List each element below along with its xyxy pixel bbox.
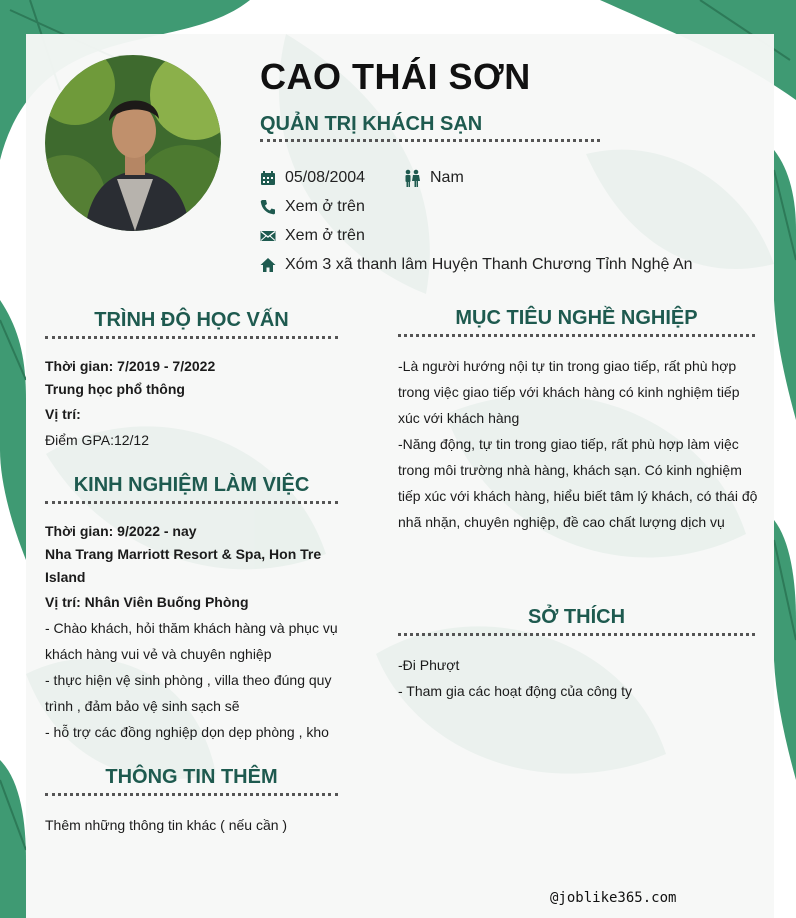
objective-divider (398, 334, 755, 337)
phone-row (260, 198, 365, 216)
birthdate-row (260, 169, 365, 187)
watermark-text: @joblike365.com (550, 890, 677, 906)
hobbies-divider (398, 633, 755, 636)
home-icon (260, 257, 276, 273)
objective-p1-line3: xúc với khách hàng (398, 410, 520, 426)
candidate-name: CAO THÁI SƠN (260, 56, 531, 97)
email-row (260, 227, 365, 245)
objective-p2-line2: trong môi trường nhà hàng, khách sạn. Có kinh nghiệm (398, 462, 742, 478)
extra-info-divider (45, 793, 338, 796)
calendar-icon (260, 170, 276, 186)
experience-duty2-line2: trình , đảm bảo vệ sinh sạch sẽ (45, 698, 240, 714)
education-divider (45, 336, 338, 339)
experience-duty2-line1: - thực hiện vệ sinh phòng , villa theo đúng quy (45, 672, 332, 688)
hobby-item-2: - Tham gia các hoạt động của công ty (398, 683, 632, 699)
phone-text: Xem ở trên (285, 198, 365, 215)
objective-p2-line4: nhã nhặn, chuyên nghiệp, đề cao chất lượng dịch vụ (398, 514, 725, 530)
education-period: Thời gian: 7/2019 - 7/2022 (45, 358, 216, 374)
gender-text: Nam (430, 169, 464, 186)
experience-duty1-line1: - Chào khách, hỏi thăm khách hàng và phục vụ (45, 620, 338, 636)
education-position: Vị trí: (45, 406, 81, 422)
objective-p1-line1: -Là người hướng nội tự tin trong giao tiếp, rất phù hợp (398, 358, 737, 374)
objective-p2-line1: -Năng động, tự tin trong giao tiếp, rất phù hợp làm việc (398, 436, 739, 452)
objective-p2-line3: tiếp xúc với khách hàng, hiểu biết tâm lý khách, có thái độ (398, 488, 758, 504)
objective-title: MỤC TIÊU NGHỀ NGHIỆP (455, 307, 698, 329)
hobbies-title: SỞ THÍCH (527, 606, 626, 628)
extra-info-title: THÔNG TIN THÊM (105, 766, 278, 788)
gender-row (404, 169, 464, 187)
experience-company-line2: Island (45, 569, 86, 585)
email-text: Xem ở trên (285, 227, 365, 244)
address-row (260, 256, 693, 274)
extra-info-text: Thêm những thông tin khác ( nếu cần ) (45, 817, 288, 833)
experience-position: Vị trí: Nhân Viên Buống Phòng (45, 594, 249, 610)
experience-period: Thời gian: 9/2022 - nay (45, 523, 197, 539)
experience-title: KINH NGHIỆM LÀM VIỆC (73, 474, 310, 496)
gender-icon (404, 169, 420, 187)
experience-duty1-line2: khách hàng vui vẻ và chuyên nghiệp (45, 646, 272, 662)
birthdate-text: 05/08/2004 (285, 169, 366, 186)
objective-p1-line2: trong việc giao tiếp với khách hàng có kinh nghiệm tiếp (398, 384, 740, 400)
profile-photo (45, 55, 221, 231)
education-title: TRÌNH ĐỘ HỌC VẤN (94, 309, 289, 331)
mail-icon (260, 228, 276, 244)
experience-company-line1: Nha Trang Marriott Resort & Spa, Hon Tre (45, 546, 322, 562)
education-gpa: Điểm GPA:12/12 (45, 432, 150, 448)
hobby-item-1: -Đi Phượt (398, 657, 460, 673)
experience-divider (45, 501, 338, 504)
phone-icon (260, 199, 276, 215)
role-divider (260, 139, 600, 142)
experience-duty3: - hỗ trợ các đồng nghiệp dọn dẹp phòng , kho (45, 724, 329, 740)
address-text: Xóm 3 xã thanh lâm Huyện Thanh Chương Tỉnh Nghệ An (285, 256, 693, 273)
education-school: Trung học phổ thông (45, 381, 185, 397)
candidate-role: QUẢN TRỊ KHÁCH SẠN (260, 113, 483, 135)
